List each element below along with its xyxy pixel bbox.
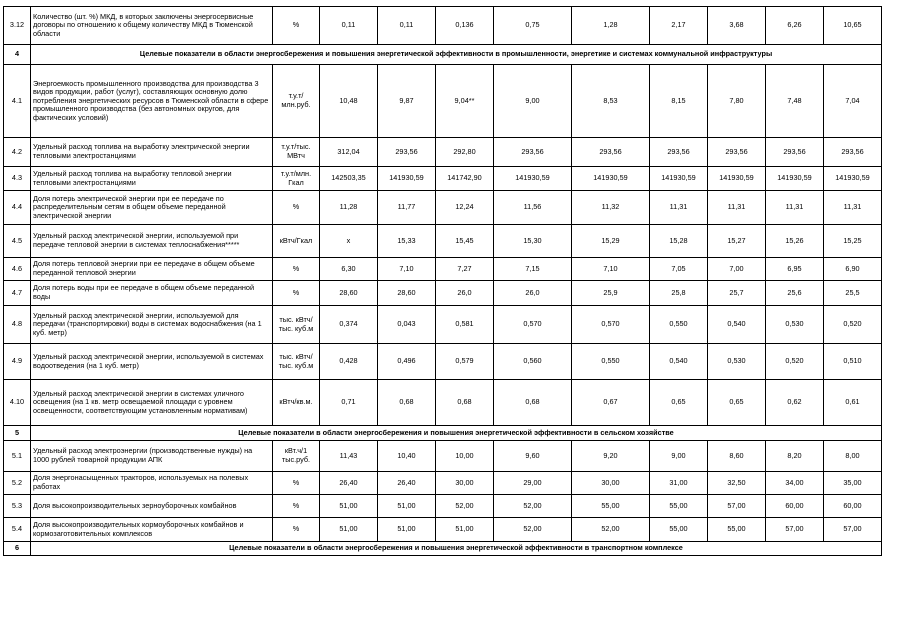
table-row	[4, 495, 882, 518]
value-cell: 25,6	[766, 281, 824, 306]
value-cell: 52,00	[572, 518, 650, 542]
table-row	[4, 306, 882, 344]
value-cell: 0,62	[766, 380, 824, 426]
indicator-name: Доля потерь тепловой энергии при ее передаче в общем объеме переданной тепловой энергии	[31, 258, 273, 281]
value-cell: 0,540	[708, 306, 766, 344]
section-row	[4, 426, 882, 441]
value-cell: 0,71	[320, 380, 378, 426]
indicator-name: Удельный расход электрической энергии, используемой в системах водоотведения (на 1 куб. метр)	[31, 344, 273, 380]
table-row	[4, 65, 882, 138]
row-number: 4.9	[4, 344, 31, 380]
value-cell: 293,56	[650, 138, 708, 167]
value-cell: 29,00	[494, 472, 572, 495]
row-number: 3.12	[4, 7, 31, 45]
value-cell: 55,00	[572, 495, 650, 518]
row-number: 4.8	[4, 306, 31, 344]
value-cell: 0,11	[320, 7, 378, 45]
value-cell: 25,9	[572, 281, 650, 306]
value-cell: 141742,90	[436, 167, 494, 191]
value-cell: 8,20	[766, 441, 824, 472]
unit: %	[273, 281, 320, 306]
value-cell: 26,40	[378, 472, 436, 495]
value-cell: 26,0	[436, 281, 494, 306]
value-cell: 15,33	[378, 225, 436, 258]
value-cell: 28,60	[320, 281, 378, 306]
table-row	[4, 167, 882, 191]
unit: т.у.т/тыс. МВтч	[273, 138, 320, 167]
unit: %	[273, 258, 320, 281]
value-cell: 0,67	[572, 380, 650, 426]
section-number: 4	[4, 45, 31, 65]
row-number: 4.3	[4, 167, 31, 191]
value-cell: 292,80	[436, 138, 494, 167]
value-cell: 35,00	[824, 472, 882, 495]
value-cell: 11,31	[824, 191, 882, 225]
value-cell: 11,31	[766, 191, 824, 225]
value-cell: 0,540	[650, 344, 708, 380]
indicator-name: Удельный расход электрической энергии, используемой при передаче тепловой энергии в системах теплоснабжения*****	[31, 225, 273, 258]
value-cell: 6,95	[766, 258, 824, 281]
indicator-name: Удельный расход топлива на выработку электрической энергии тепловыми электростанциями	[31, 138, 273, 167]
value-cell: 0,043	[378, 306, 436, 344]
value-cell: 60,00	[766, 495, 824, 518]
unit: кВтч/Гкал	[273, 225, 320, 258]
value-cell: 25,8	[650, 281, 708, 306]
value-cell: 26,40	[320, 472, 378, 495]
indicator-name: Энергоемкость промышленного производства для производства 3 видов продукции, работ (услуг), составляющих основную долю потребления энергетических ресурсов в Тюменской области в сфере промышленного производства (без автономных округов, для фактических условий)	[31, 65, 273, 138]
value-cell: 0,496	[378, 344, 436, 380]
value-cell: 8,60	[708, 441, 766, 472]
value-cell: 15,29	[572, 225, 650, 258]
value-cell: 11,28	[320, 191, 378, 225]
indicator-name: Удельный расход электроэнергии (производственные нужды) на 1000 рублей товарной продукции АПК	[31, 441, 273, 472]
value-cell: 10,40	[378, 441, 436, 472]
value-cell: 0,520	[824, 306, 882, 344]
unit: %	[273, 472, 320, 495]
indicator-name: Удельный расход топлива на выработку тепловой энергии тепловыми электростанциями	[31, 167, 273, 191]
indicator-name: Доля потерь воды при ее передаче в общем объеме переданной воды	[31, 281, 273, 306]
value-cell: 11,32	[572, 191, 650, 225]
indicator-name: Доля высокопроизводительных зерноуборочных комбайнов	[31, 495, 273, 518]
value-cell: 142503,35	[320, 167, 378, 191]
value-cell: 312,04	[320, 138, 378, 167]
value-cell: 15,27	[708, 225, 766, 258]
value-cell: 0,68	[494, 380, 572, 426]
value-cell: 141930,59	[650, 167, 708, 191]
value-cell: 7,10	[378, 258, 436, 281]
unit: %	[273, 495, 320, 518]
value-cell: 32,50	[708, 472, 766, 495]
row-number: 4.4	[4, 191, 31, 225]
value-cell: 0,75	[494, 7, 572, 45]
value-cell: 10,48	[320, 65, 378, 138]
table-row	[4, 441, 882, 472]
value-cell: 293,56	[766, 138, 824, 167]
row-number: 4.5	[4, 225, 31, 258]
value-cell: 0,579	[436, 344, 494, 380]
unit: %	[273, 191, 320, 225]
table-row	[4, 281, 882, 306]
value-cell: 0,570	[572, 306, 650, 344]
value-cell: 0,550	[572, 344, 650, 380]
row-number: 4.2	[4, 138, 31, 167]
value-cell: 9,00	[494, 65, 572, 138]
value-cell: 3,68	[708, 7, 766, 45]
table-row	[4, 258, 882, 281]
value-cell: 11,31	[650, 191, 708, 225]
value-cell: 0,560	[494, 344, 572, 380]
value-cell: 6,90	[824, 258, 882, 281]
value-cell: 0,530	[708, 344, 766, 380]
value-cell: 0,520	[766, 344, 824, 380]
unit: кВт.ч/1 тыс.руб.	[273, 441, 320, 472]
row-number: 5.2	[4, 472, 31, 495]
value-cell: 11,43	[320, 441, 378, 472]
value-cell: 141930,59	[494, 167, 572, 191]
value-cell: 1,28	[572, 7, 650, 45]
value-cell: 55,00	[650, 495, 708, 518]
value-cell: 55,00	[708, 518, 766, 542]
value-cell: 30,00	[436, 472, 494, 495]
value-cell: 0,61	[824, 380, 882, 426]
value-cell: 11,56	[494, 191, 572, 225]
value-cell: 293,56	[494, 138, 572, 167]
value-cell: 51,00	[378, 495, 436, 518]
value-cell: 51,00	[320, 495, 378, 518]
table-row	[4, 138, 882, 167]
table-row	[4, 344, 882, 380]
value-cell: 55,00	[650, 518, 708, 542]
value-cell: 293,56	[824, 138, 882, 167]
value-cell: 293,56	[572, 138, 650, 167]
section-number: 5	[4, 426, 31, 441]
unit: т.у.т/млн. Гкал	[273, 167, 320, 191]
unit: %	[273, 518, 320, 542]
value-cell: 25,7	[708, 281, 766, 306]
table-row	[4, 518, 882, 542]
value-cell: 0,570	[494, 306, 572, 344]
row-number: 5.1	[4, 441, 31, 472]
value-cell: 0,530	[766, 306, 824, 344]
value-cell: 15,30	[494, 225, 572, 258]
value-cell: 293,56	[378, 138, 436, 167]
value-cell: 0,581	[436, 306, 494, 344]
value-cell: 2,17	[650, 7, 708, 45]
value-cell: 7,15	[494, 258, 572, 281]
value-cell: 293,56	[708, 138, 766, 167]
value-cell: 0,550	[650, 306, 708, 344]
value-cell: 52,00	[436, 495, 494, 518]
value-cell: 11,77	[378, 191, 436, 225]
value-cell: 7,48	[766, 65, 824, 138]
value-cell: 7,05	[650, 258, 708, 281]
value-cell: 9,04**	[436, 65, 494, 138]
indicator-name: Доля потерь электрической энергии при ее передаче по распределительным сетям в общем объеме переданной электрической энергии	[31, 191, 273, 225]
value-cell: 141930,59	[378, 167, 436, 191]
value-cell: 141930,59	[824, 167, 882, 191]
table-row	[4, 7, 882, 45]
value-cell: 141930,59	[572, 167, 650, 191]
value-cell: 57,00	[708, 495, 766, 518]
value-cell: 0,65	[708, 380, 766, 426]
value-cell: 26,0	[494, 281, 572, 306]
value-cell: 31,00	[650, 472, 708, 495]
value-cell: 9,00	[650, 441, 708, 472]
row-number: 4.10	[4, 380, 31, 426]
value-cell: 6,30	[320, 258, 378, 281]
value-cell: 57,00	[766, 518, 824, 542]
value-cell: 0,136	[436, 7, 494, 45]
table-row	[4, 225, 882, 258]
value-cell: х	[320, 225, 378, 258]
value-cell: 7,10	[572, 258, 650, 281]
value-cell: 15,25	[824, 225, 882, 258]
value-cell: 0,510	[824, 344, 882, 380]
indicators-table	[3, 6, 882, 556]
indicator-name: Доля энергонасыщенных тракторов, используемых на полевых работах	[31, 472, 273, 495]
value-cell: 0,65	[650, 380, 708, 426]
value-cell: 0,428	[320, 344, 378, 380]
unit: %	[273, 7, 320, 45]
section-title: Целевые показатели в области энергосбережения и повышения энергетической эффективности в промышленности, энергетике и системах коммунальной инфраструктуры	[31, 45, 882, 65]
row-number: 5.4	[4, 518, 31, 542]
value-cell: 51,00	[320, 518, 378, 542]
value-cell: 0,68	[378, 380, 436, 426]
table-row	[4, 380, 882, 426]
indicator-name: Удельный расход электрической энергии, используемой для передачи (транспортировки) воды в системах водоснабжения (на 1 куб. метр)	[31, 306, 273, 344]
section-row	[4, 45, 882, 65]
section-row	[4, 542, 882, 556]
row-number: 4.1	[4, 65, 31, 138]
value-cell: 28,60	[378, 281, 436, 306]
value-cell: 52,00	[494, 518, 572, 542]
value-cell: 52,00	[494, 495, 572, 518]
unit: т.у.т/млн.руб.	[273, 65, 320, 138]
unit: тыс. кВтч/тыс. куб.м	[273, 306, 320, 344]
value-cell: 141930,59	[708, 167, 766, 191]
value-cell: 25,5	[824, 281, 882, 306]
value-cell: 10,00	[436, 441, 494, 472]
value-cell: 51,00	[378, 518, 436, 542]
table-row	[4, 472, 882, 495]
table-body	[4, 7, 882, 556]
value-cell: 6,26	[766, 7, 824, 45]
value-cell: 9,60	[494, 441, 572, 472]
row-number: 4.6	[4, 258, 31, 281]
section-number: 6	[4, 542, 31, 556]
value-cell: 7,04	[824, 65, 882, 138]
value-cell: 60,00	[824, 495, 882, 518]
value-cell: 7,27	[436, 258, 494, 281]
value-cell: 30,00	[572, 472, 650, 495]
value-cell: 34,00	[766, 472, 824, 495]
value-cell: 8,53	[572, 65, 650, 138]
value-cell: 8,00	[824, 441, 882, 472]
row-number: 5.3	[4, 495, 31, 518]
indicator-name: Удельный расход электрической энергии в системах уличного освещения (на 1 кв. метр освещаемой площади с уровнем освещенности, соответствующим установленным нормативам)	[31, 380, 273, 426]
value-cell: 7,80	[708, 65, 766, 138]
section-title: Целевые показатели в области энергосбережения и повышения энергетической эффективности в транспортном комплексе	[31, 542, 882, 556]
indicator-name: Доля высокопроизводительных кормоуборочных комбайнов и кормозаготовительных комплексов	[31, 518, 273, 542]
unit: кВтч/кв.м.	[273, 380, 320, 426]
value-cell: 57,00	[824, 518, 882, 542]
value-cell: 0,11	[378, 7, 436, 45]
value-cell: 11,31	[708, 191, 766, 225]
row-number: 4.7	[4, 281, 31, 306]
value-cell: 8,15	[650, 65, 708, 138]
value-cell: 15,28	[650, 225, 708, 258]
indicator-name: Количество (шт. %) МКД, в которых заключены энергосервисные договоры по отношению к общему количеству МКД в Тюменской области	[31, 7, 273, 45]
value-cell: 51,00	[436, 518, 494, 542]
value-cell: 7,00	[708, 258, 766, 281]
value-cell: 10,65	[824, 7, 882, 45]
value-cell: 9,20	[572, 441, 650, 472]
value-cell: 9,87	[378, 65, 436, 138]
value-cell: 12,24	[436, 191, 494, 225]
section-title: Целевые показатели в области энергосбережения и повышения энергетической эффективности в сельском хозяйстве	[31, 426, 882, 441]
value-cell: 15,26	[766, 225, 824, 258]
table-row	[4, 191, 882, 225]
value-cell: 0,374	[320, 306, 378, 344]
value-cell: 15,45	[436, 225, 494, 258]
value-cell: 141930,59	[766, 167, 824, 191]
value-cell: 0,68	[436, 380, 494, 426]
unit: тыс. кВтч/тыс. куб.м	[273, 344, 320, 380]
